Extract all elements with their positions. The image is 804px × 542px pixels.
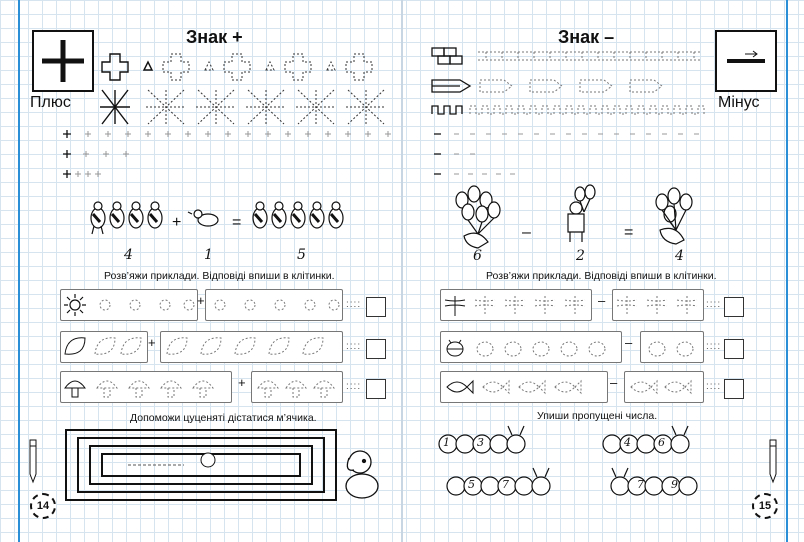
plus-icon — [34, 32, 92, 90]
cat1-num-a: 1 — [443, 436, 450, 449]
plus-operator: + — [172, 214, 182, 231]
caterpillars — [434, 422, 734, 502]
count-result: 5 — [297, 247, 306, 263]
cat2-num-b: 6 — [658, 436, 665, 449]
beetle-group-a — [440, 331, 622, 363]
balloons-illustration — [448, 184, 708, 252]
right-count-b: 2 — [576, 248, 585, 264]
mushroom-icon — [61, 372, 231, 402]
right-count-a: 6 — [473, 248, 482, 264]
right-page-title: Знак – — [558, 27, 615, 47]
fish-icon — [441, 372, 607, 402]
right-row2-answer-box[interactable] — [724, 339, 744, 359]
beetle-group-b — [640, 331, 704, 363]
sun-group-a — [60, 289, 198, 321]
row2-answer-box[interactable] — [366, 339, 386, 359]
left-page-title: Знак + — [186, 27, 243, 47]
mushroom-icon-traced — [252, 372, 342, 402]
equals-operator: = — [232, 214, 242, 231]
left-margin-line — [18, 0, 20, 542]
plus-tracing-shapes — [98, 50, 398, 130]
right-margin-line — [786, 0, 788, 542]
dragonfly-icon-traced — [613, 290, 703, 320]
maze[interactable] — [64, 428, 384, 508]
fish-icon-traced — [625, 372, 703, 402]
pencil-icon — [22, 438, 42, 486]
right-count-result: 4 — [675, 248, 684, 264]
right-row1-dots: :::: — [706, 299, 722, 310]
row3-operator: + — [238, 375, 246, 390]
numbers-instruction: Упиши пропущені числа. — [537, 410, 658, 422]
right-row3-answer-box[interactable] — [724, 379, 744, 399]
minus-label: Мінус — [718, 94, 760, 111]
right-page-number: 15 — [752, 493, 778, 519]
row1-answer-box[interactable] — [366, 297, 386, 317]
ball-icon — [201, 453, 215, 467]
row3-dots: :::: — [346, 381, 362, 392]
cat4-num-a: 7 — [637, 478, 644, 491]
minus-icon — [717, 32, 775, 90]
right-row3-dots: :::: — [706, 381, 722, 392]
minus-tracing-shapes — [430, 44, 710, 124]
row3-answer-box[interactable] — [366, 379, 386, 399]
minus-sign-box — [715, 30, 777, 92]
dragonfly-icon — [441, 290, 591, 320]
plus-sign-box — [32, 30, 94, 92]
row2-operator: + — [148, 335, 156, 350]
sun-icon-traced — [206, 290, 342, 320]
cat2-num-a: 4 — [624, 436, 631, 449]
leaf-group-a — [60, 331, 148, 363]
right-instruction-examples: Розв’яжи приклади. Відповіді впиши в клітинки. — [486, 270, 717, 282]
beetle-icon — [441, 332, 621, 362]
dragonfly-group-a — [440, 289, 592, 321]
page-fold — [401, 0, 403, 542]
right-row1-answer-box[interactable] — [724, 297, 744, 317]
minus-operator: – — [522, 224, 531, 241]
row1-operator: + — [197, 293, 205, 308]
maze-instruction: Допоможи цуценяті дістатися м’ячика. — [130, 412, 317, 424]
sun-group-b — [205, 289, 343, 321]
puppy-icon — [346, 451, 378, 498]
leaf-icon — [61, 332, 147, 362]
left-instruction-examples: Розв’яжи приклади. Відповіді впиши в клітинки. — [104, 270, 335, 282]
cat3-num-b: 7 — [502, 478, 509, 491]
right-equals-operator: = — [624, 224, 634, 241]
dragonfly-group-b — [612, 289, 704, 321]
count-a: 4 — [124, 247, 133, 263]
count-b: 1 — [204, 247, 213, 263]
right-row2-operator: – — [625, 335, 633, 350]
row1-dots: :::: — [346, 299, 362, 310]
left-page-number: 14 — [30, 493, 56, 519]
right-row1-operator: – — [598, 293, 606, 308]
pencil-icon-right — [764, 438, 784, 486]
row2-dots: :::: — [346, 341, 362, 352]
mushroom-group-a — [60, 371, 232, 403]
birds-illustration — [88, 200, 368, 250]
sun-icon — [61, 290, 197, 320]
minus-writing-rows — [432, 126, 712, 186]
fish-group-b — [624, 371, 704, 403]
plus-writing-rows — [58, 126, 398, 186]
mushroom-group-b — [251, 371, 343, 403]
right-row2-dots: :::: — [706, 341, 722, 352]
plus-label: Плюс — [30, 94, 71, 111]
beetle-icon-traced — [641, 332, 703, 362]
right-row3-operator: – — [610, 375, 618, 390]
cat4-num-b: 9 — [671, 478, 678, 491]
leaf-icon-traced — [161, 332, 342, 362]
cat3-num-a: 5 — [468, 478, 475, 491]
leaf-group-b — [160, 331, 343, 363]
cat1-num-b: 3 — [477, 436, 484, 449]
fish-group-a — [440, 371, 608, 403]
